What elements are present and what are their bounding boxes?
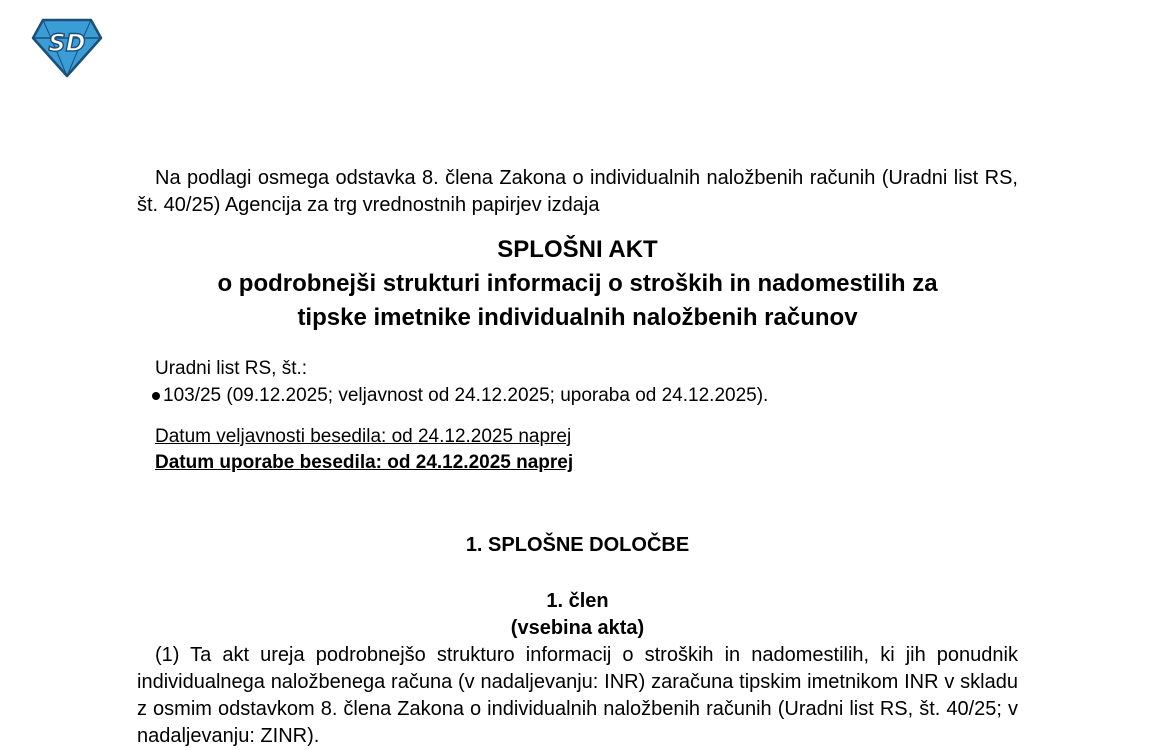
- article-paragraph-1: (1) Ta akt ureja podrobnejšo strukturo informacij o stroških in nadomestilih, ki jih ponudnik individualnega naložbenega računa (v nadaljevanju: INR) zaračuna tipskim imetnikom INR v skladu z osmim odstavkom 8. člena Zakona o individualnih naložbenih računih (Uradni list RS, št. 40/25; v nadaljevanju: ZINR).: [137, 644, 1018, 747]
- logo-letters: SD: [48, 29, 86, 57]
- title-line-3: tipske imetnike individualnih naložbenih računov: [297, 304, 858, 331]
- document-title: [137, 233, 1018, 335]
- validity-dates: [155, 424, 1018, 476]
- article-subtitle: (vsebina akta): [510, 617, 645, 639]
- bullet-icon: [152, 392, 160, 400]
- validity-date: Datum veljavnosti besedila: od 24.12.2025 naprej: [155, 426, 572, 447]
- section-heading: 1. SPLOŠNE DOLOČBE: [465, 534, 690, 556]
- title-line-1: SPLOŠNI AKT: [497, 236, 658, 263]
- official-gazette-list: [155, 355, 1018, 409]
- gazette-item-text: 103/25 (09.12.2025; veljavnost od 24.12.2025; uporaba od 24.12.2025).: [163, 385, 769, 406]
- preamble-paragraph: Na podlagi osmega odstavka 8. člena Zakona o individualnih naložbenih računih (Uradni list RS, št. 40/25) Agencija za trg vrednostnih papirjev izdaja: [137, 167, 1018, 216]
- gazette-label: Uradni list RS, št.:: [155, 358, 308, 379]
- gazette-item: [152, 382, 1018, 409]
- article-number: 1. člen: [546, 590, 609, 612]
- diamond-logo-icon: [31, 18, 103, 78]
- publisher-logo: [31, 18, 103, 78]
- application-date: Datum uporabe besedila: od 24.12.2025 naprej: [155, 452, 574, 473]
- document-body: [137, 165, 1018, 750]
- title-line-2: o podrobnejši strukturi informacij o stroških in nadomestilih za: [217, 270, 938, 297]
